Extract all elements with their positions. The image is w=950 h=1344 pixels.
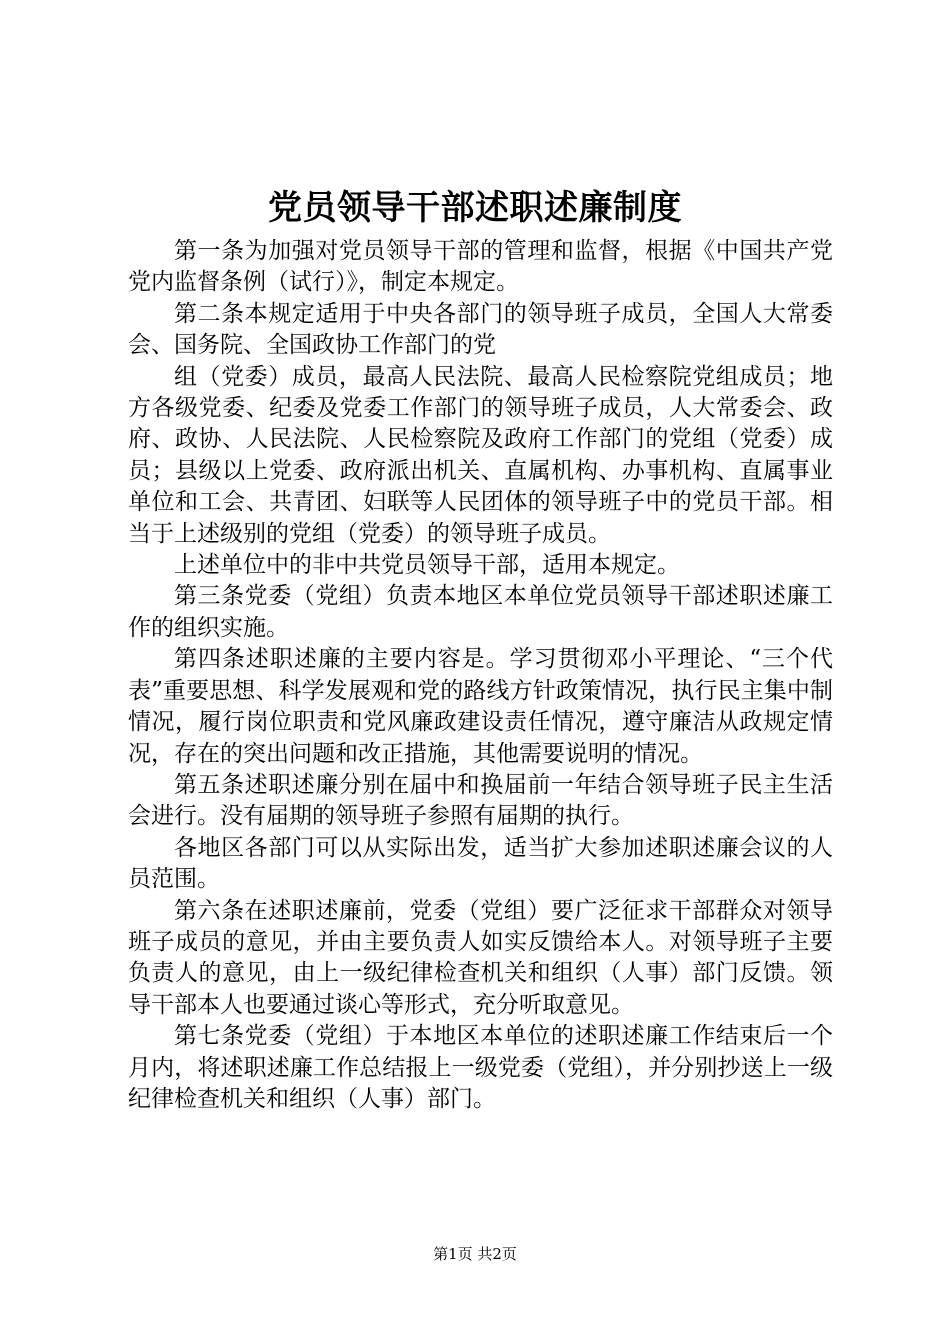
paragraph-non-party-cadres: 上述单位中的非中共党员领导干部，适用本规定。: [174, 552, 680, 579]
paragraph-article-2: 第二条本规定适用于中央各部门的领导班子成员，全国人大常委会、国务院、全国政协工作部门的党: [128, 300, 833, 359]
paragraph-article-4: 第四条述职述廉的主要内容是。学习贯彻邓小平理论、“三个代表”重要思想、科学发展观和党的路线方针政策情况，执行民主集中制情况，履行岗位职责和党风廉政建设责任情况，遵守廉洁从政规定情况，存在的突出问题和改正措施，其他需要说明的情况。: [128, 646, 833, 767]
paragraph-meeting-scope: 各地区各部门可以从实际出发，适当扩大参加述职述廉会议的人员范围。: [128, 834, 833, 893]
paragraph-article-2-continued: 组（党委）成员，最高人民法院、最高人民检察院党组成员；地方各级党委、纪委及党委工作部门的领导班子成员，人大常委会、政府、政协、人民法院、人民检察院及政府工作部门的党组（党委）成员；县级以上党委、政府派出机关、直属机构、办事机构、直属事业单位和工会、共青团、妇联等人民团体的领导班子中的党员干部。相当于上述级别的党组（党委）的领导班子成员。: [128, 363, 833, 547]
paragraph-article-7: 第七条党委（党组）于本地区本单位的述职述廉工作结束后一个月内，将述职述廉工作总结报上一级党委（党组），并分别抄送上一级纪律检查机关和组织（人事）部门。: [128, 1023, 833, 1112]
document-body: [128, 236, 833, 1115]
paragraph-article-1: 第一条为加强对党员领导干部的管理和监督，根据《中国共产党党内监督条例（试行）》，制定本规定。: [128, 238, 833, 296]
page-number-footer: 第1页 共2页: [433, 1245, 517, 1263]
paragraph-article-6: 第六条在述职述廉前，党委（党组）要广泛征求干部群众对领导班子成员的意见，并由主要负责人如实反馈给本人。对领导班子主要负责人的意见，由上一级纪律检查机关和组织（人事）部门反馈。领导干部本人也要通过谈心等形式，充分听取意见。: [128, 897, 833, 1018]
paragraph-article-5: 第五条述职述廉分别在届中和换届前一年结合领导班子民主生活会进行。没有届期的领导班子参照有届期的执行。: [128, 771, 833, 830]
paragraph-article-3: 第三条党委（党组）负责本地区本单位党员领导干部述职述廉工作的组织实施。: [128, 583, 833, 641]
document-title: 党员领导干部述职述廉制度: [268, 188, 682, 228]
